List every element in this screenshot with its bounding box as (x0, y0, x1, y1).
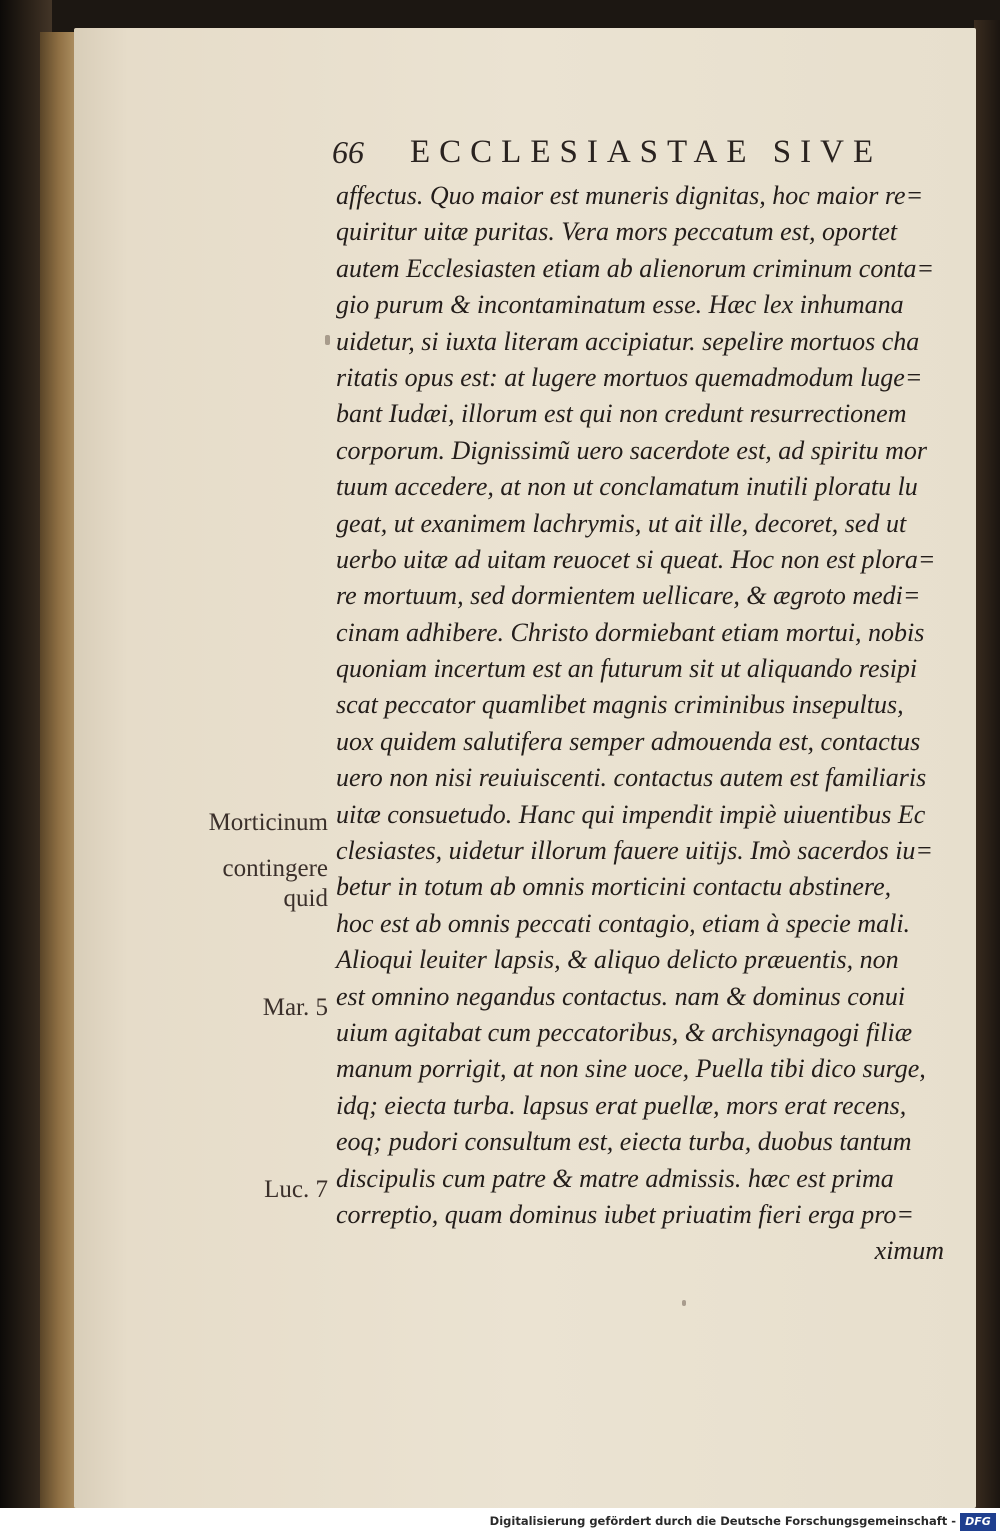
text-line: quoniam incertum est an futurum sit ut aliquando resipi (336, 654, 918, 684)
text-line: uium agitabat cum peccatoribus, & archisynagogi filiæ (336, 1017, 913, 1047)
page-header (332, 132, 898, 178)
page-number: 66 (332, 134, 364, 170)
text-line: corporum. Dignissimũ uero sacerdote est, ad spiritu mor (336, 435, 928, 465)
margin-note-luke: Luc. 7 (264, 1176, 328, 1203)
text-line: Alioqui leuiter lapsis, & aliquo delicto præuentis, non (336, 945, 899, 975)
catchword: ximum (874, 1236, 944, 1266)
text-line: tuum accedere, at non ut conclamatum inutili ploratu lu (336, 472, 918, 502)
ink-speck (682, 1300, 686, 1306)
text-line: geat, ut exanimem lachrymis, ut ait ille, decoret, sed ut (336, 508, 907, 538)
book-right-edge (974, 20, 1000, 1510)
text-line: betur in totum ab omnis morticini contactu abstinere, (336, 872, 892, 902)
ink-speck (325, 335, 330, 345)
margin-note-quid: quid (283, 885, 328, 912)
text-line: bant Iudæi, illorum est qui non credunt resurrectionem (336, 399, 907, 429)
text-line: uidetur, si iuxta literam accipiatur. sepelire mortuos cha (336, 326, 920, 356)
text-line: uitæ consuetudo. Hanc qui impendit impiè uiuentibus Ec (336, 799, 926, 829)
text-line: autem Ecclesiasten etiam ab alienorum criminum conta= (336, 253, 935, 283)
text-line: ritatis opus est: at lugere mortuos quemadmodum luge= (336, 362, 923, 392)
text-line: discipulis cum patre & matre admissis. hæc est prima (336, 1163, 894, 1193)
text-line: re mortuum, sed dormientem uellicare, & ægroto medi= (336, 581, 921, 611)
funding-credit: Digitalisierung gefördert durch die Deutsche Forschungsgemeinschaft - (489, 1514, 956, 1528)
text-line: hoc est ab omnis peccati contagio, etiam à specie mali. (336, 908, 911, 938)
running-title: ECCLESIASTAE SIVE (410, 134, 883, 170)
text-line: scat peccator quamlibet magnis criminibus insepultus, (336, 690, 904, 720)
margin-note-morticinum: Morticinum (208, 809, 328, 836)
text-line: clesiastes, uidetur illorum fauere uitijs. Imò sacerdos iu= (336, 836, 933, 866)
text-line: eoq; pudori consultum est, eiecta turba, duobus tantum (336, 1127, 912, 1157)
footer-bar (0, 1508, 1000, 1537)
text-line: uero non nisi reuiuiscenti. contactus autem est familiaris (336, 763, 927, 793)
text-line: quiritur uitæ puritas. Vera mors peccatum est, oportet (336, 217, 898, 247)
text-line: idq; eiecta turba. lapsus erat puellæ, mors erat recens, (336, 1090, 907, 1120)
text-line: affectus. Quo maior est muneris dignitas, hoc maior re= (336, 181, 924, 210)
text-line: est omnino negandus contactus. nam & dominus conui (336, 981, 906, 1011)
text-line: cinam adhibere. Christo dormiebant etiam mortui, nobis (336, 617, 925, 647)
margin-note-contingere: contingere (222, 855, 328, 882)
body-text (336, 178, 956, 1270)
text-line: uerbo uitæ ad uitam reuocet si queat. Hoc non est plora= (336, 544, 936, 574)
text-line: correptio, quam dominus iubet priuatim fieri erga pro= (336, 1199, 914, 1229)
text-line: gio purum & incontaminatum esse. Hæc lex inhumana (336, 290, 904, 320)
text-line: uox quidem salutifera semper admouenda est, contactus (336, 726, 921, 756)
dfg-logo: DFG (960, 1513, 996, 1531)
margin-note-mark: Mar. 5 (262, 994, 328, 1021)
text-line: manum porrigit, at non sine uoce, Puella tibi dico surge, (336, 1054, 926, 1084)
